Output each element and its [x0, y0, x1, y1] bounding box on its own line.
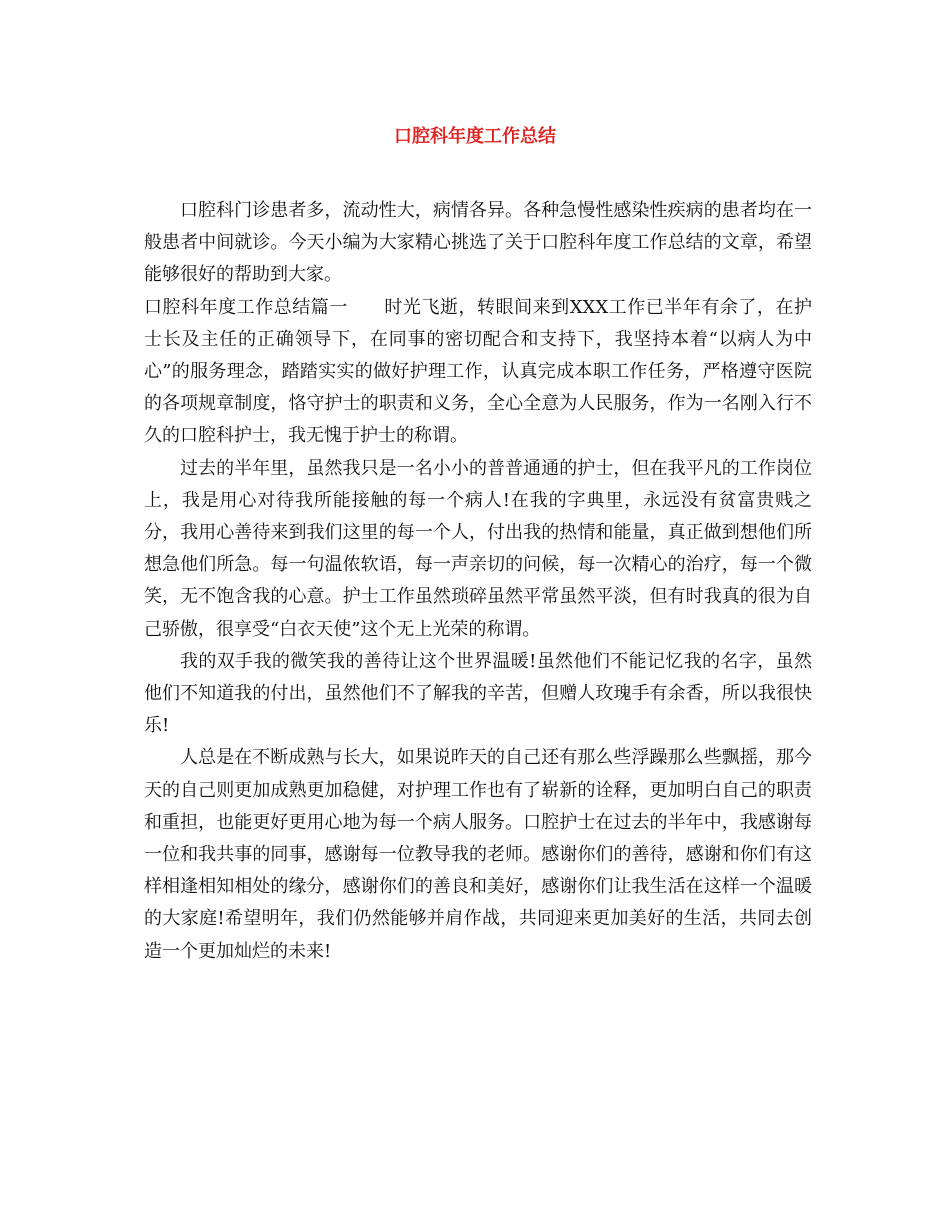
intro-paragraph: 口腔科门诊患者多，流动性大，病情各异。各种急慢性感染性疾病的患者均在一般患者中间就诊。今天小编为大家精心挑选了关于口腔科年度工作总结的文章，希望能够很好的帮助到大家。 — [144, 200, 812, 286]
document-title: 口腔科年度工作总结 — [394, 126, 556, 147]
section-heading: 口腔科年度工作总结篇一 — [144, 296, 348, 318]
section-first-paragraph-text: 时光飞逝，转眼间来到XXX工作已半年有余了，在护士长及主任的正确领导下，在同事的密切配合和支持下，我坚持本着“以病人为中心”的服务理念，踏踏实实的做好护理工作，认真完成本职工作任务，严格遵守医院的各项规章制度，恪守护士的职责和义务，全心全意为人民服务，作为一名刚入行不久的口腔科护士，我无愧于护士的称谓。 — [144, 296, 812, 447]
document-body — [144, 195, 812, 968]
body-paragraph: 我的双手我的微笑我的善待让这个世界温暖!虽然他们不能记忆我的名字，虽然他们不知道我的付出，虽然他们不了解我的辛苦，但赠人玫瑰手有余香，所以我很快乐! — [144, 650, 812, 737]
body-paragraph: 过去的半年里，虽然我只是一名小小的普普通通的护士，但在我平凡的工作岗位上，我是用心对待我所能接触的每一个病人!在我的字典里，永远没有贫富贵贱之分，我用心善待来到我们这里的每一个人，付出我的热情和能量，真正做到想他们所想急他们所急。每一句温侬软语，每一声亲切的问候，每一次精心的治疗，每一个微笑，无不饱含我的心意。护士工作虽然琐碎虽然平常虽然平淡，但有时我真的很为自己骄傲，很享受“白衣天使”这个无上光荣的称谓。 — [144, 457, 812, 640]
section-first-paragraph — [144, 292, 812, 453]
body-paragraph: 人总是在不断成熟与长大，如果说昨天的自己还有那么些浮躁那么些飘摇，那今天的自己则更加成熟更加稳健，对护理工作也有了崭新的诠释，更加明白自己的职责和重担，也能更好更用心地为每一个病人服务。口腔护士在过去的半年中，我感谢每一位和我共事的同事，感谢每一位教导我的老师。感谢你们的善待，感谢和你们有这样相逢相知相处的缘分，感谢你们的善良和美好，感谢你们让我生活在这样一个温暖的大家庭!希望明年，我们仍然能够并肩作战，共同迎来更加美好的生活，共同去创造一个更加灿烂的未来! — [144, 747, 812, 962]
